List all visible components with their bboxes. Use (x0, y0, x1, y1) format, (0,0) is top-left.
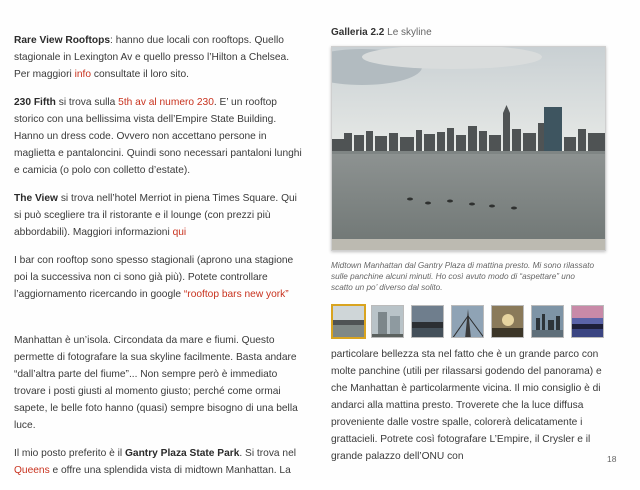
thumbnail-image (372, 306, 404, 338)
paragraph-manhattan-island: Manhattan è un’isola. Circondata da mare e fiumi. Questo permette di fotografare la sua skyline facilmente. Basta andare “dall’altra parte del fiume”... Non sempre però è immediato trovare i posti giusti al momento giusto; perché come ormai sapete, le belle foto hanno (quasi) sempre bisogno di una bella luce. (14, 335, 298, 431)
queens-link[interactable]: Queens (14, 465, 50, 476)
paragraph-gantry-plaza: Il mio posto preferito è il Gantry Plaza State Park. Si trova nel Queens e offre una splendida vista di midtown Manhattan. La (14, 448, 296, 476)
info-link[interactable]: info (74, 69, 92, 80)
page-number: 18 (607, 454, 617, 464)
more-info-link[interactable]: qui (172, 227, 187, 238)
gallery-thumbnail[interactable] (571, 305, 604, 338)
gallery-number: Galleria 2.2 (331, 27, 385, 38)
gallery-thumbnail[interactable] (531, 305, 564, 338)
thumbnail-image (572, 306, 604, 338)
park-name: Gantry Plaza State Park (124, 448, 240, 459)
venue-name: The View (14, 193, 58, 204)
venue-name: Rare View Rooftops (14, 35, 111, 46)
venue-name: 230 Fifth (14, 97, 56, 108)
gallery-widget (331, 27, 606, 293)
left-text-column (14, 27, 304, 490)
address-link[interactable]: 5th av al numero 230 (118, 97, 214, 108)
thumbnail-image (412, 306, 444, 338)
skyline-photo-image (332, 47, 605, 250)
gallery-thumbnail[interactable] (371, 305, 404, 338)
thumbnail-image (452, 306, 484, 338)
paragraph-continuation: particolare bellezza sta nel fatto che è un grande parco con molte panchine (utili per rilassarsi godendo del panorama) e che Manhattan è particolarmente vicina. Il mio consiglio è di andarci alla mattina presto. Troverete che la luce diffusa proveniente dalle vostre spalle, colorerà delicatamente i grattacieli. Potrete così fotografare L’Empire, il Crysler e il grande palazzo dell’ONU con (331, 349, 602, 462)
paragraph-rare-view: Rare View Rooftops: hanno due locali con rooftops. Quello stagionale in Lexington Av e quello presso l’Hilton a Chelsea. Per maggiori info consultate il loro sito. (14, 35, 290, 80)
gallery-name: Le skyline (387, 27, 432, 38)
thumbnail-image (492, 306, 524, 338)
thumbnail-image (532, 306, 564, 338)
paragraph-230-fifth: 230 Fifth si trova sulla 5th av al numero 230. E’ un rooftop storico con una bellissima vista dell’Empire State Building. Hanno un dress code. Ovvero non accettano persone in maglietta e pantaloncini. Quindi sono necessari pantaloni lunghi e camicia (o polo con colletto d’estate). (14, 97, 302, 176)
thumbnail-image (333, 306, 366, 339)
gallery-thumbnail[interactable] (331, 304, 366, 339)
gallery-thumbnail[interactable] (411, 305, 444, 338)
section-spacer (14, 314, 304, 332)
google-search-link[interactable]: “rooftop bars new york” (183, 289, 289, 300)
gallery-main-photo[interactable] (331, 46, 606, 251)
right-text-column (331, 346, 611, 465)
gallery-thumbnail-strip (331, 305, 606, 341)
gallery-title (331, 27, 606, 38)
gallery-caption: Midtown Manhattan dal Gantry Plaza di mattina presto. Mi sono rilassato sulle panchine alcuni minuti. Ho così avuto modo di “aspettare” uno scatto un po’ diverso dal solito. (331, 261, 595, 292)
paragraph-the-view: The View si trova nell’hotel Merriot in piena Times Square. Qui si può scegliere tra il ristorante e il lounge (con prezzi più abbordabili). Maggiori informazioni qui (14, 193, 297, 238)
gallery-thumbnail[interactable] (491, 305, 524, 338)
gallery-thumbnail[interactable] (451, 305, 484, 338)
paragraph-seasonal: I bar con rooftop sono spesso stagionali (aprono una stagione poi la successiva non ci sono già più). Potete controllare l’aggiornamento ricercando in google “rooftop bars new york” (14, 255, 294, 300)
